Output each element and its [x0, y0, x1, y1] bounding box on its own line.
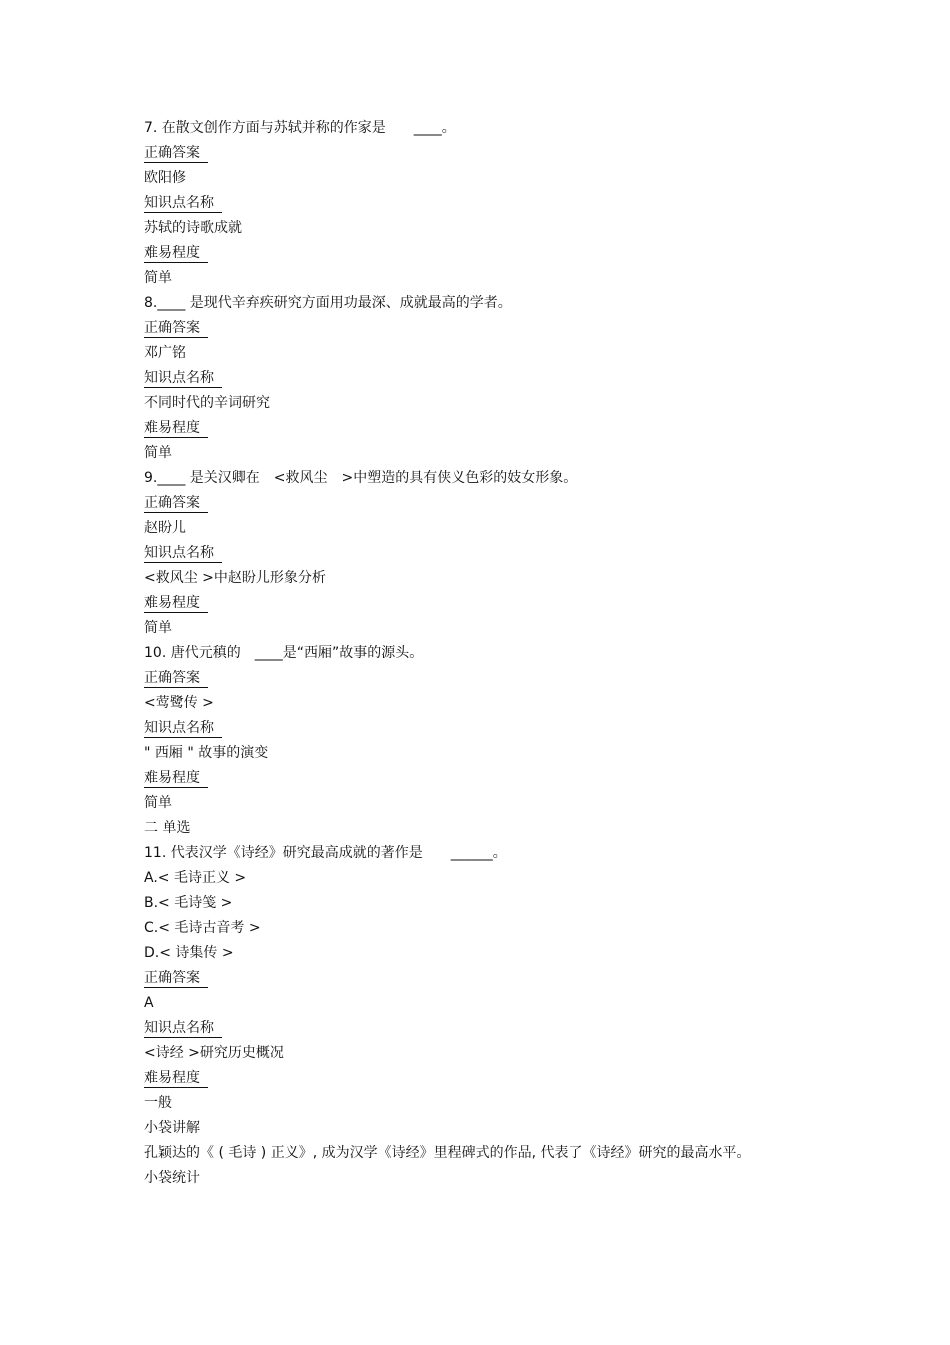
answer-value: 欧阳修 — [144, 170, 186, 186]
answer-label: 正确答案 — [144, 319, 208, 338]
knowledge-label: 知识点名称 — [144, 369, 222, 388]
difficulty-label: 难易程度 — [144, 419, 208, 438]
explain-text: 孔颖达的《 ( 毛诗 ) 正义》, 成为汉学《诗经》里程碑式的作品, 代表了《诗经》研究的最高水平。 — [144, 1145, 751, 1161]
question-7: 7. 在散文创作方面与苏轼并称的作家是 ____。 — [144, 120, 456, 136]
question-9: 9.____ 是关汉卿在 <救风尘 >中塑造的具有侠义色彩的妓女形象。 — [144, 470, 578, 486]
option-d: D.< 诗集传 > — [144, 945, 234, 961]
option-c: C.< 毛诗古音考 > — [144, 920, 261, 936]
answer-label: 正确答案 — [144, 969, 208, 988]
difficulty-label: 难易程度 — [144, 594, 208, 613]
stats-label: 小袋统计 — [144, 1170, 200, 1186]
question-list — [144, 116, 764, 1191]
answer-label: 正确答案 — [144, 494, 208, 513]
difficulty-label: 难易程度 — [144, 244, 208, 263]
explain-label: 小袋讲解 — [144, 1120, 200, 1136]
knowledge-value: 苏轼的诗歌成就 — [144, 220, 242, 236]
difficulty-label: 难易程度 — [144, 769, 208, 788]
section-heading: 二 单选 — [144, 820, 191, 836]
answer-label: 正确答案 — [144, 669, 208, 688]
question-8: 8.____ 是现代辛弃疾研究方面用功最深、成就最高的学者。 — [144, 295, 512, 311]
difficulty-value: 简单 — [144, 620, 172, 636]
difficulty-value: 简单 — [144, 795, 172, 811]
answer-value: 赵盼儿 — [144, 520, 186, 536]
difficulty-value: 一般 — [144, 1095, 172, 1111]
knowledge-value: <救风尘 >中赵盼儿形象分析 — [144, 570, 326, 586]
knowledge-label: 知识点名称 — [144, 544, 222, 563]
knowledge-label: 知识点名称 — [144, 719, 222, 738]
answer-value: 邓广铭 — [144, 345, 186, 361]
option-b: B.< 毛诗笺 > — [144, 895, 233, 911]
difficulty-value: 简单 — [144, 445, 172, 461]
question-11: 11. 代表汉学《诗经》研究最高成就的著作是 ______。 — [144, 845, 507, 861]
option-a: A.< 毛诗正义 > — [144, 870, 247, 886]
answer-value: <莺鹭传 > — [144, 695, 214, 711]
answer-label: 正确答案 — [144, 144, 208, 163]
knowledge-label: 知识点名称 — [144, 1019, 222, 1038]
knowledge-label: 知识点名称 — [144, 194, 222, 213]
knowledge-value: " 西厢 " 故事的演变 — [144, 745, 269, 761]
knowledge-value: 不同时代的辛词研究 — [144, 395, 270, 411]
answer-value: A — [144, 995, 154, 1011]
question-10: 10. 唐代元稹的 ____是“西厢”故事的源头。 — [144, 645, 424, 661]
difficulty-value: 简单 — [144, 270, 172, 286]
difficulty-label: 难易程度 — [144, 1069, 208, 1088]
knowledge-value: <诗经 >研究历史概况 — [144, 1045, 284, 1061]
